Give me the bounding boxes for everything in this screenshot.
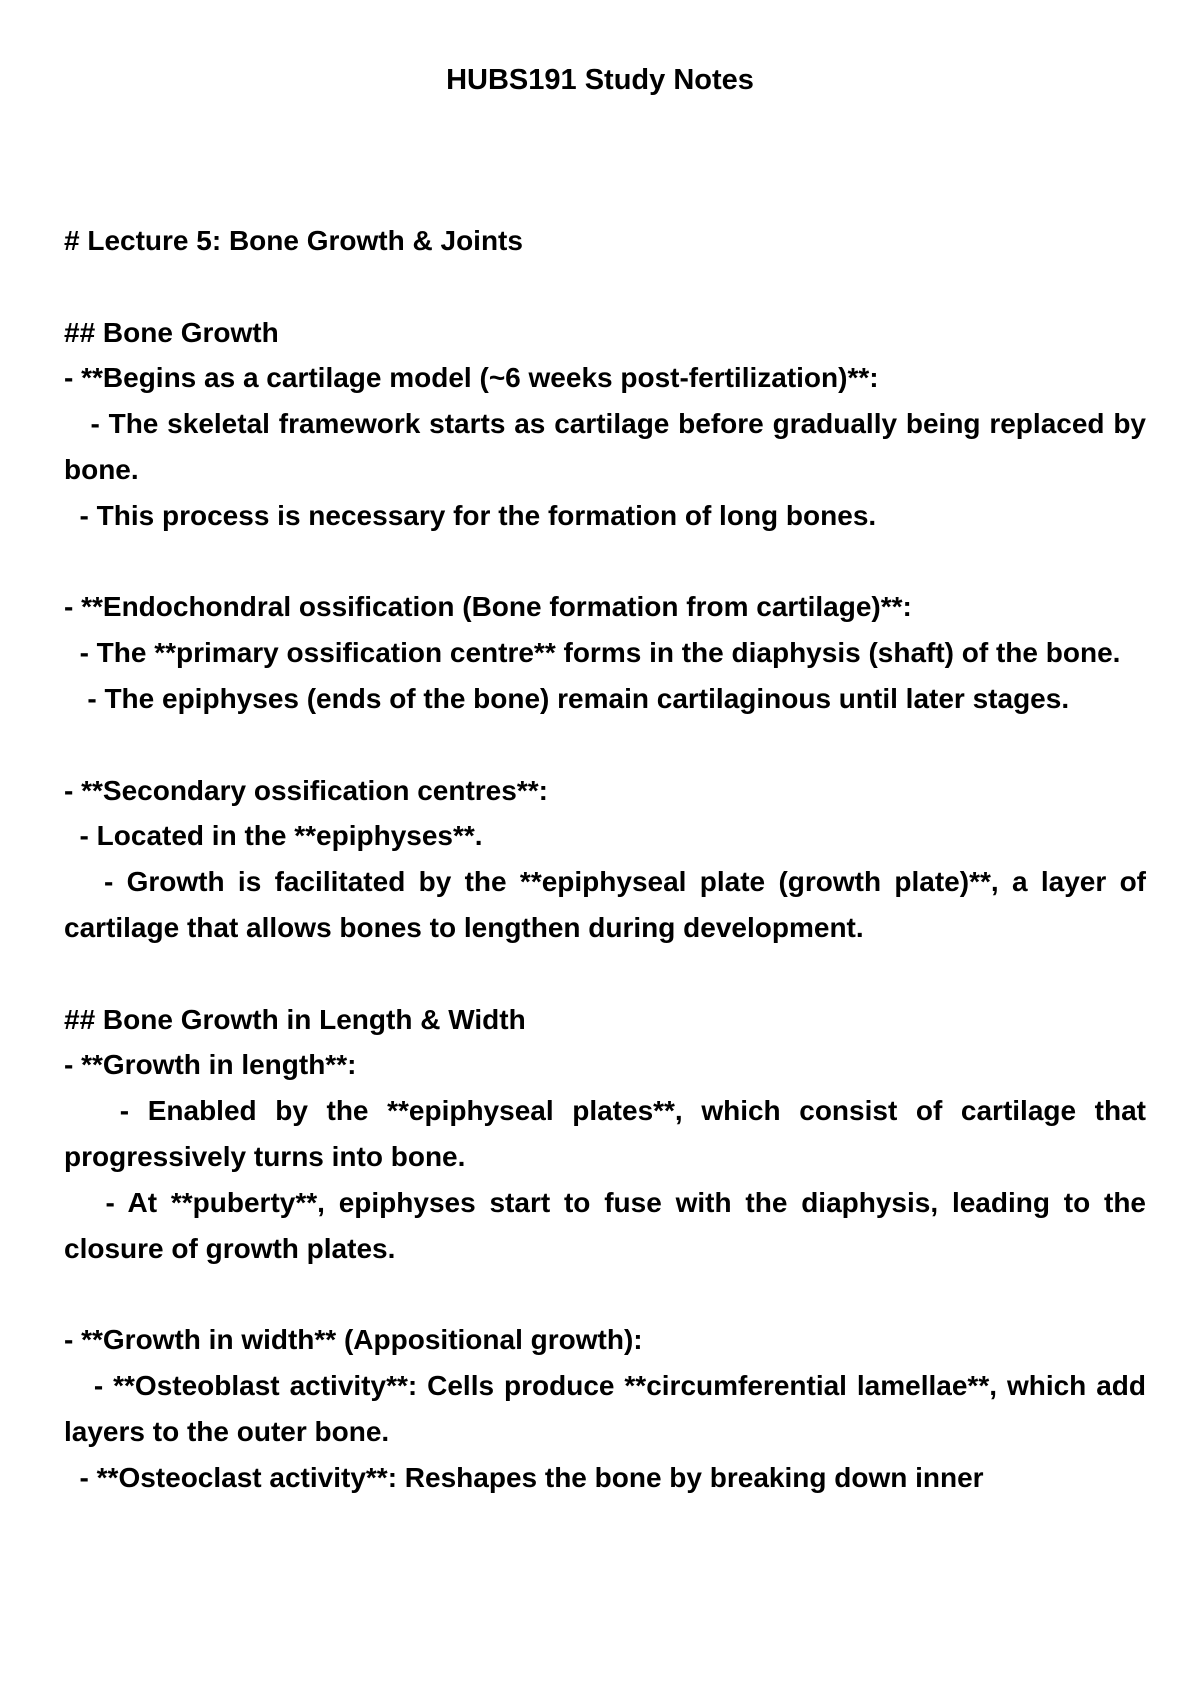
document-body: [64, 218, 1154, 1500]
bullet-secondary-centres: - **Secondary ossification centres**:: [64, 774, 548, 806]
blank-line: [64, 539, 1146, 585]
bullet-growth-in-length: - **Growth in length**:: [64, 1049, 357, 1081]
document-title: HUBS191 Study Notes: [446, 64, 754, 96]
sub-bullet-osteoclast: - **Osteoclast activity**: Reshapes the bone by breaking down inner: [64, 1461, 984, 1493]
lecture-heading: # Lecture 5: Bone Growth & Joints: [64, 225, 523, 256]
blank-line: [64, 1271, 1146, 1317]
sub-bullet-skeletal-framework: - The skeletal framework starts as cartilage before gradually being replaced by bone.: [64, 408, 1154, 485]
sub-bullet-puberty: - At **puberty**, epiphyses start to fuse with the diaphysis, leading to the closure of growth plates.: [64, 1186, 1154, 1264]
blank-line: [64, 264, 1146, 310]
sub-bullet-osteoblast: - **Osteoblast activity**: Cells produce **circumferential lamellae**, which add layers to the outer bone.: [64, 1369, 1154, 1447]
sub-bullet-growth-plate: - Growth is facilitated by the **epiphyseal plate (growth plate)**, a layer of cartilage that allows bones to lengthen during development.: [64, 866, 1154, 943]
blank-line: [64, 951, 1146, 997]
sub-bullet-long-bones: - This process is necessary for the formation of long bones.: [64, 499, 877, 531]
sub-bullet-epiphyses-cartilaginous: - The epiphyses (ends of the bone) remain cartilaginous until later stages.: [64, 682, 1070, 714]
section-heading-bone-growth: ## Bone Growth: [64, 316, 279, 348]
sub-bullet-primary-centre: - The **primary ossification centre** forms in the diaphysis (shaft) of the bone.: [64, 637, 1121, 669]
bullet-cartilage-model: - **Begins as a cartilage model (~6 weeks post-fertilization)**:: [64, 362, 879, 394]
section-heading-length-width: ## Bone Growth in Length & Width: [64, 1003, 526, 1035]
bullet-growth-in-width: - **Growth in width** (Appositional growth):: [64, 1324, 643, 1356]
sub-bullet-epiphyseal-plates: - Enabled by the **epiphyseal plates**, which consist of cartilage that progressively turns into bone.: [64, 1095, 1154, 1172]
sub-bullet-located-epiphyses: - Located in the **epiphyses**.: [64, 820, 483, 852]
blank-line: [64, 722, 1146, 768]
bullet-endochondral-ossification: - **Endochondral ossification (Bone formation from cartilage)**:: [64, 591, 912, 623]
